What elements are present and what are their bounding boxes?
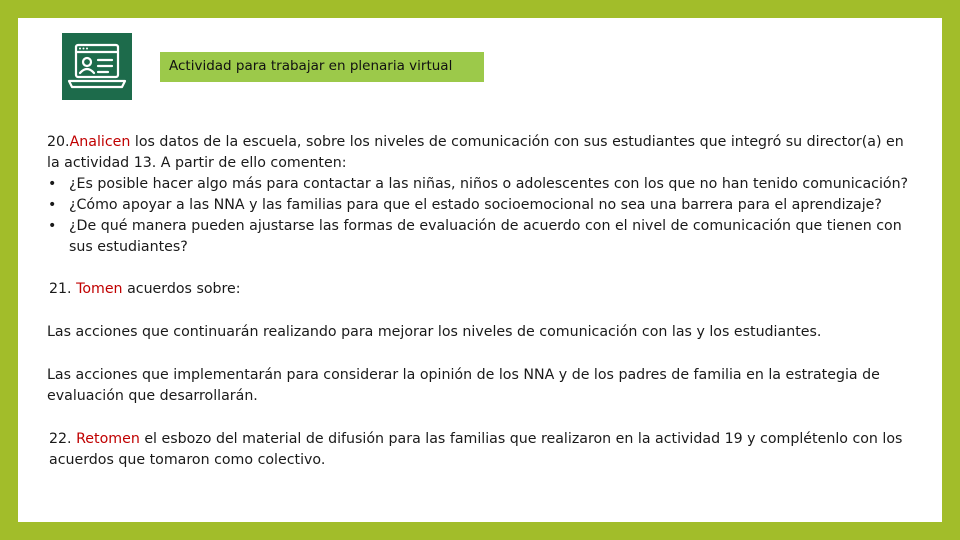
activity-title [160, 52, 484, 82]
item-22-verb: Retomen [76, 431, 140, 447]
item-22-number: 22. [49, 431, 77, 447]
activity-content [47, 132, 917, 471]
item-20-text: los datos de la escuela, sobre los niveles de comunicación con sus estudiantes que integró su director(a) en la actividad 13. A partir de ello comenten: [47, 134, 904, 171]
activity-title-text: Actividad para trabajar en plenaria virtual [169, 58, 453, 74]
item-21-verb: Tomen [76, 281, 123, 297]
item-20-verb: Analicen [69, 134, 131, 150]
item-21-number: 21. [49, 281, 77, 297]
list-item: • ¿De qué manera pueden ajustarse las formas de evaluación de acuerdo con el nivel de comunicación que tienen con sus estudiantes? [47, 216, 917, 258]
laptop-profile-icon [62, 33, 132, 100]
item-21-text: acuerdos sobre: [122, 281, 241, 297]
slide [18, 18, 942, 522]
item-21-agreement-1: Las acciones que continuarán realizando para mejorar los niveles de comunicación con las y los estudiantes. [47, 324, 822, 340]
item-22-text: el esbozo del material de difusión para las familias que realizaron en la actividad 19 y complétenlo con los acuerdos que tomaron como colectivo. [49, 431, 903, 468]
item-20-intro [47, 132, 917, 174]
list-item: • ¿Cómo apoyar a las NNA y las familias para que el estado socioemocional no sea una barrera para el aprendizaje? [47, 195, 917, 216]
list-item: • ¿Es posible hacer algo más para contactar a las niñas, niños o adolescentes con los que no han tenido comunicación? [47, 174, 917, 195]
item-20-number: 20. [47, 134, 70, 150]
item-21-agreement-2: Las acciones que implementarán para considerar la opinión de los NNA y de los padres de familia en la estrategia de evaluación que desarrollarán. [47, 367, 880, 404]
activity-icon-box [62, 33, 132, 100]
item-22-text-block [47, 429, 917, 471]
item-21-intro [47, 279, 917, 300]
item-20-question-list [47, 174, 917, 258]
